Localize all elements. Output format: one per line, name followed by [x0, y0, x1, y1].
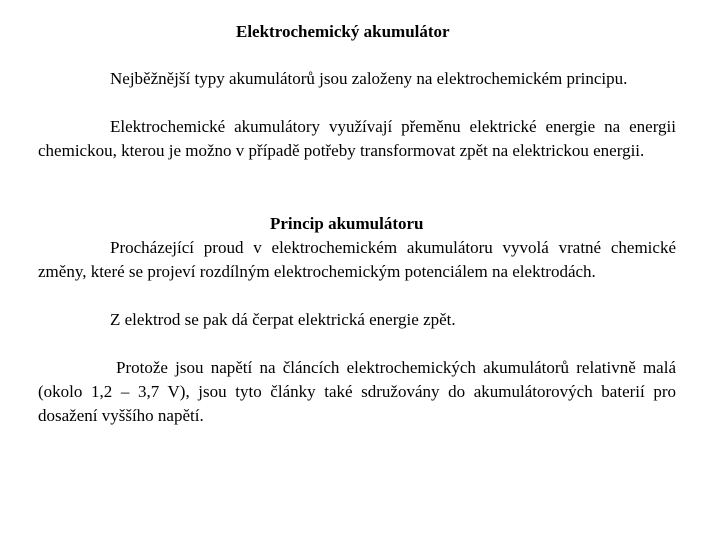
section-heading-principle: Princip akumulátoru — [270, 214, 424, 233]
paragraph-intro: Nejběžnější typy akumulátorů jsou založeny na elektrochemickém principu. — [110, 69, 628, 88]
paragraph-batteries: Protože jsou napětí na článcích elektrochemických akumulátorů relativně malá (okolo 1,2 – 3,7 V), jsou tyto články také sdružovány do akumulátorových baterií pro dosažení vyššího napětí. — [38, 358, 676, 425]
paragraph-principle: Procházející proud v elektrochemickém akumulátoru vyvolá vratné chemické změny, které se projeví rozdílným elektrochemickým potenciálem na elektrodách. — [38, 238, 676, 281]
page-title: Elektrochemický akumulátor — [236, 22, 450, 41]
paragraph-discharge: Z elektrod se pak dá čerpat elektrická energie zpět. — [110, 310, 456, 329]
paragraph-energy-conversion: Elektrochemické akumulátory využívají přeměnu elektrické energie na energii chemickou, kterou je možno v případě potřeby transformovat zpět na elektrickou energii. — [38, 117, 676, 160]
